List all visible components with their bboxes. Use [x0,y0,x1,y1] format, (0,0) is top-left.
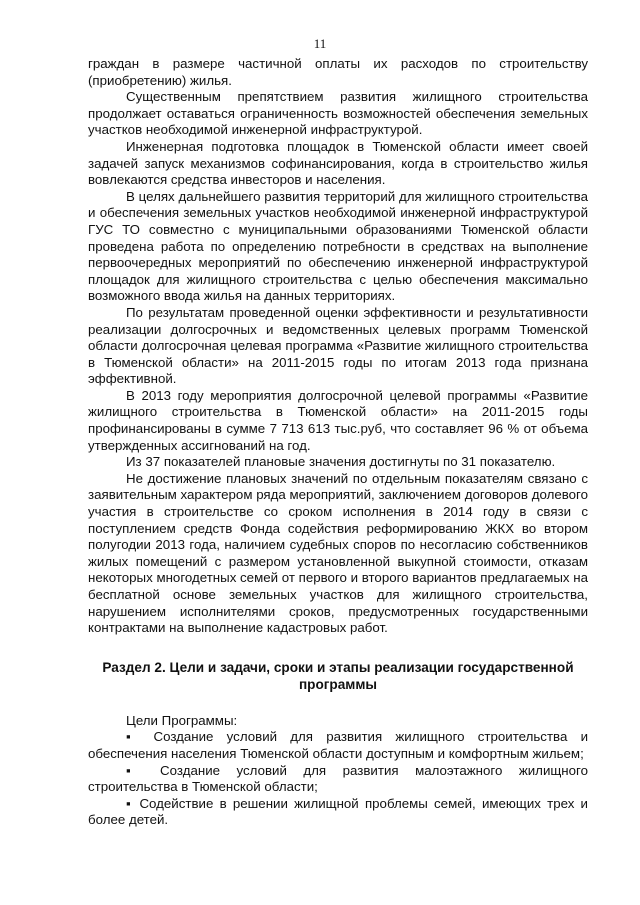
paragraph: В 2013 году мероприятия долгосрочной целевой программы «Развитие жилищного строительства в Тюменской области» на 2011-2015 годы профинансированы в сумме 7 713 613 тыс.руб, что составляет 96 % от объема утвержденных ассигнований на год. [88,387,588,453]
document-body [88,56,588,829]
paragraph: граждан в размере частичной оплаты их расходов по строительству (приобретению) жилья. [88,56,588,88]
paragraph: По результатам проведенной оценки эффективности и результативности реализации долгосрочных и ведомственных целевых программ Тюменской области долгосрочная целевая программа «Развитие жилищного строительства в Тюменской области» на 2011-2015 годы по итогам 2013 года признана эффективной. [88,304,588,387]
goal-item: ▪ Содействие в решении жилищной проблемы семей, имеющих трех и более детей. [88,795,588,828]
goal-item: ▪ Создание условий для развития жилищного строительства и обеспечения населения Тюменской области доступным и комфортным жильем; [88,729,588,761]
paragraph: Инженерная подготовка площадок в Тюменской области имеет своей задачей запуск механизмов софинансирования, когда в строительство жилья вовлекаются средства инвесторов и населения. [88,138,588,188]
paragraph: Существенным препятствием развития жилищного строительства продолжает оставаться ограниченность возможностей обеспечения земельных участков необходимой инженерной инфраструктурой. [88,89,588,138]
paragraph: Из 37 показателей плановые значения достигнуты по 31 показателю. [126,454,556,470]
paragraph: В целях дальнейшего развития территорий для жилищного строительства и обеспечения земельных участков необходимой инженерной инфраструктурой ГУС ТО совместно с муниципальными образованиями Тюменской области проведена работа по определению потребности в средствах на выполнение первоочередных мероприятий по обеспечению инженерной инфраструктурой площадок для жилищного строительства с целью обеспечения максимально возможного ввода жилья на данных территориях. [88,188,588,304]
section-heading: Раздел 2. Цели и задачи, сроки и этапы реализации государственной программы [102,659,574,692]
paragraph: Не достижение плановых значений по отдельным показателям связано с заявительным характером ряда мероприятий, заключением договоров долевого участия в строительстве со сроком исполнения в 2014 году в связи с поступлением средств Фонда содействия реформированию ЖКХ во втором полугодии 2013 года, наличием судебных споров по несогласию собственников жилых помещений с размером установленной выкупной стоимости, отказам некоторых многодетных семей от первого и второго вариантов предлагаемых на бесплатной основе земельных участков для жилищного строительства, нарушением исполнителями сроков, предусмотренных государственными контрактами на выполнение кадастровых работ. [88,470,588,636]
goal-item: ▪ Создание условий для развития малоэтажного жилищного строительства в Тюменской области; [88,762,588,795]
goals-label: Цели Программы: [126,712,238,728]
page-number: 11 [313,36,327,51]
